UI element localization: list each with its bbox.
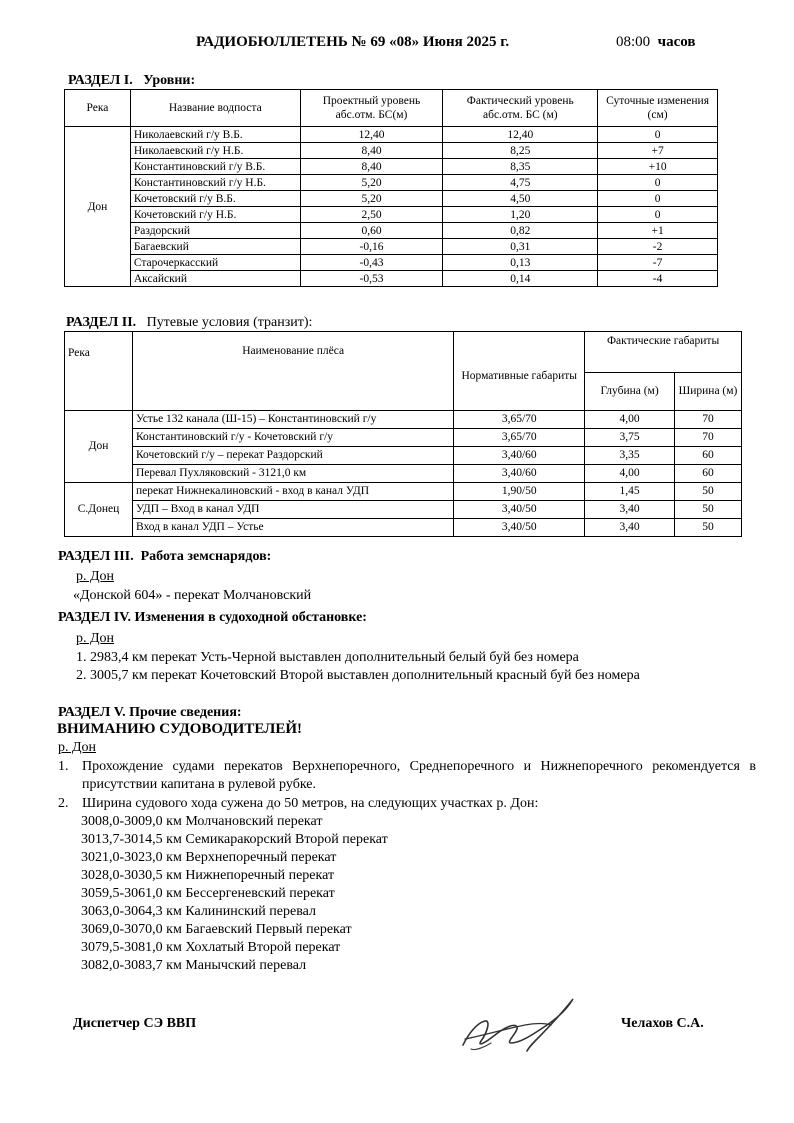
section1-title: РАЗДЕЛ I. xyxy=(68,73,133,88)
transit-cell-norm: 3,40/60 xyxy=(454,447,585,465)
handwritten-signature xyxy=(455,985,585,1065)
levels-river-cell: Дон xyxy=(65,127,131,287)
transit-cell-width: 50 xyxy=(675,501,742,519)
transit-cell-width: 50 xyxy=(675,519,742,537)
levels-row xyxy=(65,175,718,191)
levels-cell-chg: 0 xyxy=(598,207,718,223)
narrowed-site-item: 3013,7-3014,5 км Семикаракорский Второй перекат xyxy=(81,832,388,847)
transit-row xyxy=(65,411,742,429)
levels-cell-chg: +1 xyxy=(598,223,718,239)
levels-col-river: Река xyxy=(65,90,131,127)
section5-subtitle: Прочие сведения: xyxy=(129,705,242,720)
section3-heading xyxy=(58,548,271,566)
section2-title: РАЗДЕЛ II. xyxy=(66,315,137,330)
transit-row xyxy=(65,483,742,501)
transit-cell-depth: 3,40 xyxy=(585,501,675,519)
levels-table-header xyxy=(65,90,718,127)
narrowed-site-item: 3028,0-3030,5 км Нижнепоречный перекат xyxy=(81,868,335,883)
section5-river: р. Дон xyxy=(58,740,97,755)
transit-col-norm: Нормативные габариты xyxy=(454,332,585,411)
bulletin-time-value: 08:00 xyxy=(616,34,651,50)
bulletin-time-suffix: часов xyxy=(657,34,696,50)
section5-item1-num: 1. xyxy=(58,759,69,774)
transit-cell-reach: перекат Нижнекалиновский - вход в канал УДП xyxy=(132,483,453,501)
section5-item2-num: 2. xyxy=(58,796,69,811)
levels-table xyxy=(64,89,718,287)
transit-table xyxy=(64,331,742,537)
transit-cell-depth: 3,75 xyxy=(585,429,675,447)
narrowed-site-item: 3082,0-3083,7 км Манычский перевал xyxy=(81,958,307,973)
levels-cell-post: Николаевский г/у В.Б. xyxy=(130,127,300,143)
narrowed-site-item: 3021,0-3023,0 км Верхнепоречный перекат xyxy=(81,850,337,865)
section2-subtitle: Путевые условия (транзит): xyxy=(146,315,313,330)
transit-row xyxy=(65,429,742,447)
levels-cell-post: Кочетовский г/у В.Б. xyxy=(130,191,300,207)
levels-row xyxy=(65,207,718,223)
transit-col-actual: Фактические габариты xyxy=(585,332,742,373)
bulletin-header xyxy=(196,34,696,51)
section3-subtitle: Работа земснарядов: xyxy=(140,549,272,564)
transit-table-header xyxy=(65,332,742,373)
section4-item-1: 1. 2983,4 км перекат Усть-Черной выставлен дополнительный белый буй без номера xyxy=(76,650,579,665)
transit-cell-depth: 4,00 xyxy=(585,411,675,429)
levels-cell-proj: 12,40 xyxy=(300,127,443,143)
transit-cell-reach: Вход в канал УДП – Устье xyxy=(132,519,453,537)
transit-cell-width: 50 xyxy=(675,483,742,501)
levels-row xyxy=(65,223,718,239)
levels-cell-fact: 8,25 xyxy=(443,143,598,159)
levels-col-proj: Проектный уровень абс.отм. БС(м) xyxy=(300,90,443,127)
transit-row xyxy=(65,465,742,483)
transit-col-reach: Наименование плёса xyxy=(132,332,453,411)
section5-item1-text: Прохождение судами перекатов Верхнепоречного, Среднепоречного и Нижнепоречного рекомендуется в присутствии капитана в рулевой рубке. xyxy=(82,759,756,792)
transit-row xyxy=(65,519,742,537)
levels-cell-chg: -2 xyxy=(598,239,718,255)
levels-cell-proj: 5,20 xyxy=(300,175,443,191)
levels-cell-chg: -7 xyxy=(598,255,718,271)
levels-cell-proj: -0,53 xyxy=(300,271,443,287)
levels-cell-chg: +7 xyxy=(598,143,718,159)
section5-heading xyxy=(58,704,242,722)
transit-cell-depth: 4,00 xyxy=(585,465,675,483)
transit-row xyxy=(65,447,742,465)
levels-row xyxy=(65,255,718,271)
levels-cell-fact: 4,75 xyxy=(443,175,598,191)
section5-item2-text: Ширина судового хода сужена до 50 метров, на следующих участках р. Дон: xyxy=(82,796,539,811)
bulletin-title: РАДИОБЮЛЛЕТЕНЬ № 69 «08» Июня 2025 г. xyxy=(196,34,510,50)
levels-row xyxy=(65,239,718,255)
transit-river-cell: Дон xyxy=(65,411,133,483)
levels-cell-proj: 0,60 xyxy=(300,223,443,239)
narrowed-site-item: 3008,0-3009,0 км Молчановский перекат xyxy=(81,814,323,829)
transit-river-cell: С.Донец xyxy=(65,483,133,537)
transit-cell-reach: Перевал Пухляковский - 3121,0 км xyxy=(132,465,453,483)
levels-cell-proj: -0,16 xyxy=(300,239,443,255)
levels-cell-proj: 2,50 xyxy=(300,207,443,223)
transit-col-river: Река xyxy=(65,332,133,411)
section4-river: р. Дон xyxy=(76,631,115,646)
transit-cell-norm: 3,65/70 xyxy=(454,429,585,447)
narrowed-site-item: 3063,0-3064,3 км Калининский перевал xyxy=(81,904,316,919)
transit-row xyxy=(65,501,742,519)
transit-cell-reach: Кочетовский г/у – перекат Раздорский xyxy=(132,447,453,465)
levels-cell-chg: -4 xyxy=(598,271,718,287)
levels-cell-fact: 1,20 xyxy=(443,207,598,223)
levels-cell-fact: 4,50 xyxy=(443,191,598,207)
transit-cell-norm: 3,40/50 xyxy=(454,519,585,537)
levels-cell-fact: 0,13 xyxy=(443,255,598,271)
narrowed-site-item: 3069,0-3070,0 км Багаевский Первый перекат xyxy=(81,922,352,937)
transit-cell-depth: 1,45 xyxy=(585,483,675,501)
narrowed-sites-list xyxy=(81,813,388,975)
section4-item-2: 2. 3005,7 км перекат Кочетовский Второй выставлен дополнительный красный буй без номера xyxy=(76,668,640,683)
levels-cell-post: Раздорский xyxy=(130,223,300,239)
levels-row xyxy=(65,191,718,207)
transit-cell-reach: УДП – Вход в канал УДП xyxy=(132,501,453,519)
section4-subtitle: Изменения в судоходной обстановке: xyxy=(134,610,367,625)
levels-cell-chg: 0 xyxy=(598,191,718,207)
levels-row xyxy=(65,271,718,287)
levels-cell-proj: 5,20 xyxy=(300,191,443,207)
levels-cell-fact: 0,31 xyxy=(443,239,598,255)
section2-heading xyxy=(66,315,312,331)
section5-title: РАЗДЕЛ V. xyxy=(58,705,126,720)
transit-cell-width: 70 xyxy=(675,429,742,447)
levels-cell-fact: 12,40 xyxy=(443,127,598,143)
levels-cell-fact: 8,35 xyxy=(443,159,598,175)
transit-cell-width: 60 xyxy=(675,447,742,465)
levels-cell-proj: -0,43 xyxy=(300,255,443,271)
transit-cell-depth: 3,40 xyxy=(585,519,675,537)
levels-col-fact: Фактический уровень абс.отм. БС (м) xyxy=(443,90,598,127)
levels-col-change: Суточные изменения (см) xyxy=(598,90,718,127)
section1-heading xyxy=(68,73,195,89)
levels-row xyxy=(65,143,718,159)
bulletin-time xyxy=(616,34,696,51)
transit-cell-depth: 3,35 xyxy=(585,447,675,465)
transit-cell-width: 70 xyxy=(675,411,742,429)
section3-line: «Донской 604» - перекат Молчановский xyxy=(73,588,312,603)
levels-cell-fact: 0,82 xyxy=(443,223,598,239)
section4-heading xyxy=(58,609,367,627)
levels-cell-post: Кочетовский г/у Н.Б. xyxy=(130,207,300,223)
levels-cell-post: Константиновский г/у Н.Б. xyxy=(130,175,300,191)
attention-line: ВНИМАНИЮ СУДОВОДИТЕЛЕЙ! xyxy=(57,721,302,737)
levels-cell-chg: +10 xyxy=(598,159,718,175)
transit-cell-reach: Устье 132 канала (Ш-15) – Константиновский г/у xyxy=(132,411,453,429)
levels-cell-post: Багаевский xyxy=(130,239,300,255)
transit-col-width: Ширина (м) xyxy=(675,372,742,410)
levels-col-post: Название водпоста xyxy=(130,90,300,127)
levels-cell-post: Николаевский г/у Н.Б. xyxy=(130,143,300,159)
transit-cell-reach: Константиновский г/у - Кочетовский г/у xyxy=(132,429,453,447)
levels-row xyxy=(65,159,718,175)
levels-cell-post: Старочеркасский xyxy=(130,255,300,271)
transit-cell-norm: 1,90/50 xyxy=(454,483,585,501)
transit-cell-norm: 3,65/70 xyxy=(454,411,585,429)
transit-cell-width: 60 xyxy=(675,465,742,483)
transit-col-depth: Глубина (м) xyxy=(585,372,675,410)
dispatcher-role: Диспетчер СЭ ВВП xyxy=(73,1016,197,1031)
narrowed-site-item: 3079,5-3081,0 км Хохлатый Второй перекат xyxy=(81,940,341,955)
levels-cell-proj: 8,40 xyxy=(300,143,443,159)
levels-cell-fact: 0,14 xyxy=(443,271,598,287)
levels-cell-proj: 8,40 xyxy=(300,159,443,175)
section4-title: РАЗДЕЛ IV. xyxy=(58,610,132,625)
dispatcher-name: Челахов С.А. xyxy=(621,1016,704,1031)
levels-cell-post: Константиновский г/у В.Б. xyxy=(130,159,300,175)
section1-subtitle: Уровни: xyxy=(143,73,196,88)
transit-cell-norm: 3,40/60 xyxy=(454,465,585,483)
transit-cell-norm: 3,40/50 xyxy=(454,501,585,519)
section3-title: РАЗДЕЛ III. xyxy=(58,549,134,564)
narrowed-site-item: 3059,5-3061,0 км Бессергеневский перекат xyxy=(81,886,335,901)
levels-cell-chg: 0 xyxy=(598,127,718,143)
levels-cell-chg: 0 xyxy=(598,175,718,191)
levels-cell-post: Аксайский xyxy=(130,271,300,287)
section3-river: р. Дон xyxy=(76,569,115,584)
levels-row xyxy=(65,127,718,143)
